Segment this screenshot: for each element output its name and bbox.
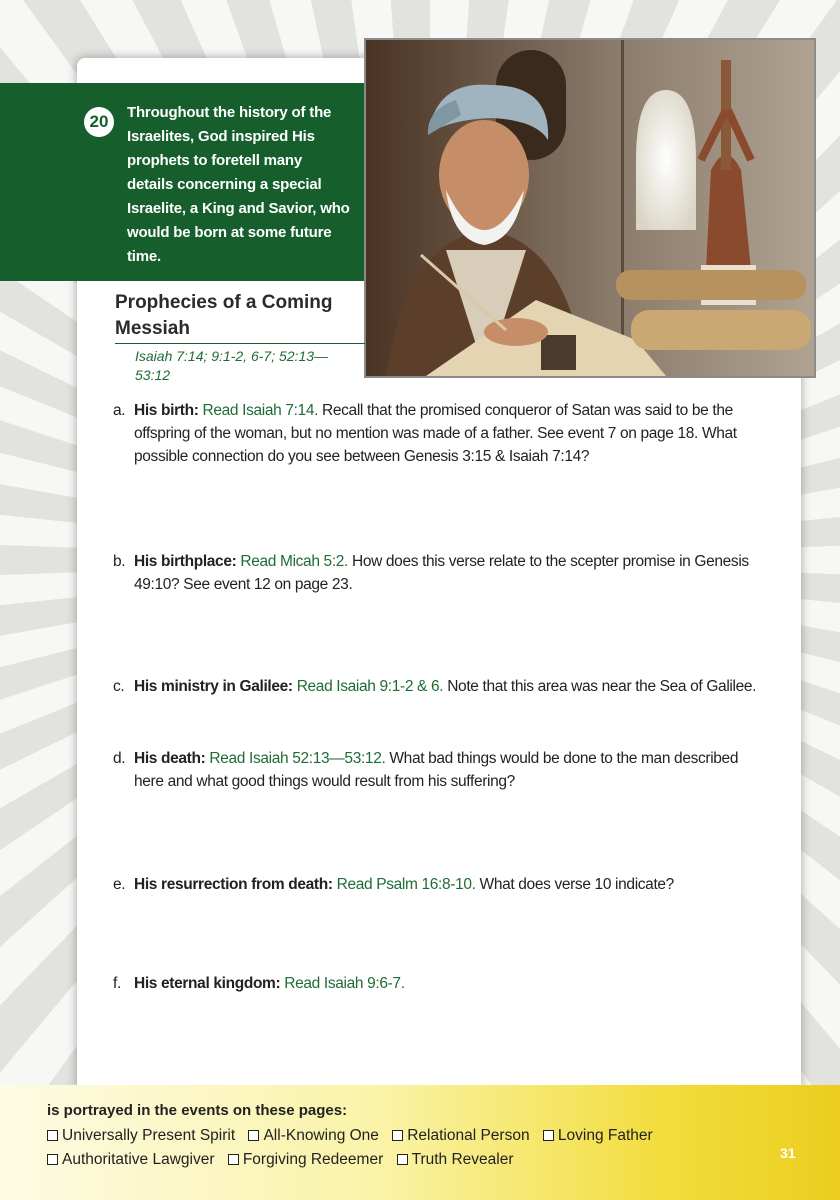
- item-letter: e.: [113, 876, 126, 893]
- list-item: [113, 747, 763, 793]
- item-heading: His ministry in Galilee:: [134, 678, 293, 695]
- item-heading: His birth:: [134, 402, 199, 419]
- list-item: [113, 550, 763, 596]
- item-heading: His death:: [134, 750, 206, 767]
- attribute-option[interactable]: [228, 1151, 383, 1168]
- item-heading: His resurrection from death:: [134, 876, 333, 893]
- checkbox[interactable]: [228, 1154, 239, 1165]
- item-heading: His birthplace:: [134, 553, 237, 570]
- checkbox[interactable]: [397, 1154, 408, 1165]
- item-text: How does this verse relate to the scepter promise in Genesis 49:10? See event 12 on page 23.: [134, 553, 749, 593]
- list-item: [113, 675, 763, 698]
- checkbox[interactable]: [47, 1154, 58, 1165]
- item-letter: d.: [113, 750, 126, 767]
- lesson-intro: Throughout the history of the Israelites, God inspired His prophets to foretell many details concerning a special Israelite, a King and Savior, who would be born at some future time.: [127, 104, 350, 265]
- attribute-label: All-Knowing One: [263, 1127, 379, 1144]
- item-reference: Read Isaiah 9:1-2 & 6.: [296, 678, 444, 695]
- attribute-label: Universally Present Spirit: [62, 1127, 236, 1144]
- attribute-option[interactable]: [47, 1127, 235, 1144]
- attribute-label: Loving Father: [557, 1127, 653, 1144]
- item-letter: f.: [113, 975, 121, 992]
- item-reference: Read Isaiah 7:14.: [202, 402, 319, 419]
- footer-title: is portrayed in the events on these pages:: [47, 1102, 348, 1119]
- item-heading: His eternal kingdom:: [134, 975, 281, 992]
- checkbox[interactable]: [248, 1130, 259, 1141]
- item-text: What does verse 10 indicate?: [479, 876, 674, 893]
- item-reference: Read Micah 5:2.: [240, 553, 349, 570]
- attribute-label: Authoritative Lawgiver: [62, 1151, 215, 1168]
- list-item: [113, 972, 763, 995]
- attribute-option[interactable]: [397, 1151, 514, 1168]
- item-reference: Read Isaiah 52:13—53:12.: [209, 750, 386, 767]
- item-text: Recall that the promised conqueror of Satan was said to be the offspring of the woman, but no mention was made of a father. See event 7 on page 18. What possible connection do you see between Genesis 3:15 & Isaiah 7:14?: [134, 402, 737, 465]
- prophet-illustration: [364, 38, 816, 378]
- checkbox[interactable]: [47, 1130, 58, 1141]
- attribute-label: Truth Revealer: [411, 1151, 514, 1168]
- item-text: What bad things would be done to the man described here and what good things would result from his suffering?: [134, 750, 739, 790]
- checkbox[interactable]: [543, 1130, 554, 1141]
- item-text: Note that this area was near the Sea of Galilee.: [447, 678, 757, 695]
- attribute-option[interactable]: [543, 1127, 653, 1144]
- attributes-row-2: [47, 1151, 523, 1169]
- title-divider: [115, 343, 365, 344]
- scripture-references: Isaiah 7:14; 9:1-2, 6-7; 52:13—53:12: [135, 348, 329, 383]
- attribute-option[interactable]: [392, 1127, 529, 1144]
- item-letter: a.: [113, 402, 126, 419]
- item-letter: c.: [113, 678, 125, 695]
- list-item: [113, 873, 763, 896]
- item-reference: Read Isaiah 9:6-7.: [284, 975, 405, 992]
- lesson-banner: [0, 83, 365, 281]
- item-reference: Read Psalm 16:8-10.: [336, 876, 476, 893]
- lesson-number-badge: 20: [84, 107, 114, 137]
- prophet-writing-scroll-illustration: [366, 40, 814, 376]
- attribute-label: Forgiving Redeemer: [242, 1151, 384, 1168]
- section-title: Prophecies of a Coming Messiah: [115, 292, 333, 339]
- item-letter: b.: [113, 553, 126, 570]
- list-item: [113, 399, 763, 468]
- attributes-row-1: [47, 1127, 662, 1145]
- attribute-option[interactable]: [248, 1127, 378, 1144]
- attributes-footer: [0, 1085, 840, 1200]
- page-number: 31: [780, 1145, 796, 1161]
- checkbox[interactable]: [392, 1130, 403, 1141]
- attribute-option[interactable]: [47, 1151, 215, 1168]
- attribute-label: Relational Person: [407, 1127, 530, 1144]
